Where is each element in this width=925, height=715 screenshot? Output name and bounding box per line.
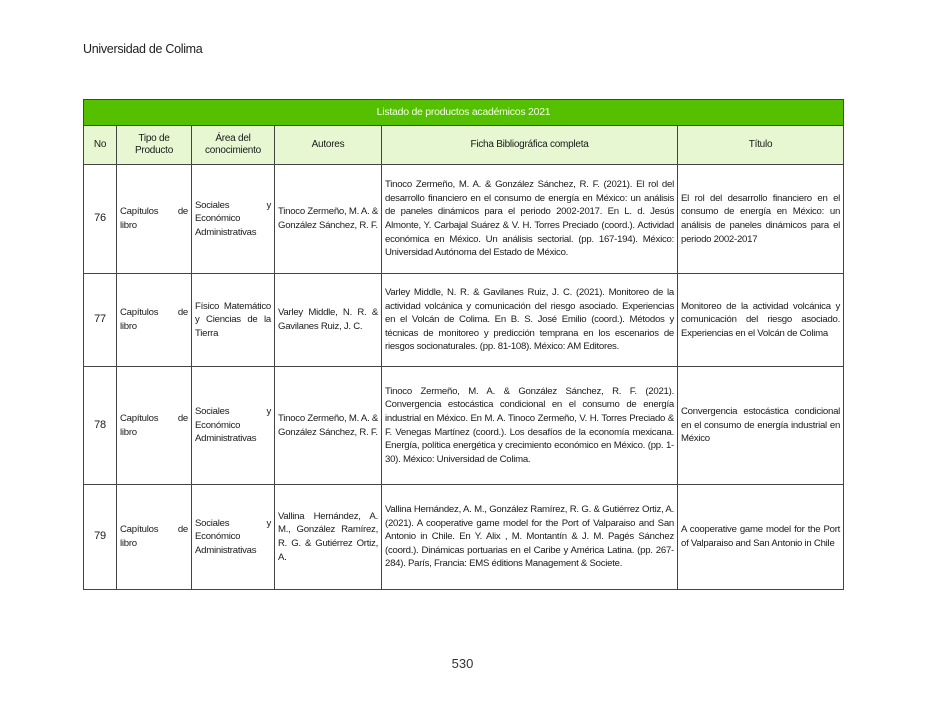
- table-row: [84, 165, 844, 274]
- cell-titulo: A cooperative game model for the Port of Valparaiso and San Antonio in Chile: [678, 485, 844, 590]
- cell-autores: Vallina Hernández, A. M., González Ramírez, R. G. & Gutiérrez Ortiz, A.: [275, 485, 382, 590]
- cell-ficha: Vallina Hernández, A. M., González Ramírez, R. G. & Gutiérrez Ortiz, A. (2021). A cooperative game model for the Port of Valparaiso and San Antonio in Chile. En Y. Alix , M. Montantín & J. M. Pagés Sánchez (coord.). Dinámicas portuarias en el Caribe y América Latina. (pp. 267-284). París, Francia: EMS éditions Management & Societe.: [382, 485, 678, 590]
- cell-ficha: Tinoco Zermeño, M. A. & González Sánchez, R. F. (2021). Convergencia estocástica condicional en el consumo de energía industrial en México. En M. A. Tinoco Zermeño, V. H. Torres Preciado & F. Venegas Martínez (coord.). Los desafíos de la economía mexicana. Energía, política energética y crecimiento económico en México. (pp. 1-30). México: Universidad de Colima.: [382, 367, 678, 485]
- cell-area: Sociales y Económico Administrativas: [192, 165, 275, 274]
- cell-tipo: Capítulos de libro: [117, 367, 192, 485]
- cell-titulo: Convergencia estocástica condicional en el consumo de energía industrial en México: [678, 367, 844, 485]
- cell-tipo: Capítulos de libro: [117, 165, 192, 274]
- cell-tipo: Capítulos de libro: [117, 485, 192, 590]
- column-header-area: Área del conocimiento: [192, 126, 275, 165]
- table-row: [84, 367, 844, 485]
- column-header-ficha: Ficha Bibliográfica completa: [382, 126, 678, 165]
- cell-autores: Tinoco Zermeño, M. A. & González Sánchez, R. F.: [275, 165, 382, 274]
- products-table: [83, 99, 844, 590]
- cell-no: 76: [84, 165, 117, 274]
- cell-no: 78: [84, 367, 117, 485]
- column-header-no: No: [84, 126, 117, 165]
- cell-autores: Tinoco Zermeño, M. A. & González Sánchez, R. F.: [275, 367, 382, 485]
- cell-titulo: Monitoreo de la actividad volcánica y comunicación del riesgo asociado. Experiencias en el Volcán de Colima: [678, 274, 844, 367]
- page-number: 530: [451, 656, 474, 671]
- running-head: Universidad de Colima: [83, 42, 203, 56]
- column-header-autores: Autores: [275, 126, 382, 165]
- cell-no: 77: [84, 274, 117, 367]
- cell-tipo: Capítulos de libro: [117, 274, 192, 367]
- table-row: [84, 274, 844, 367]
- cell-no: 79: [84, 485, 117, 590]
- table-row: [84, 485, 844, 590]
- table-header-row: [84, 126, 844, 165]
- table-title-row: [84, 100, 844, 126]
- cell-titulo: El rol del desarrollo financiero en el consumo de energía en México: un análisis de paneles dinámicos para el periodo 2002-2017: [678, 165, 844, 274]
- column-header-tipo: Tipo de Producto: [117, 126, 192, 165]
- cell-autores: Varley Middle, N. R. & Gavilanes Ruiz, J. C.: [275, 274, 382, 367]
- cell-area: Sociales y Económico Administrativas: [192, 367, 275, 485]
- table-title: Listado de productos académicos 2021: [84, 100, 844, 126]
- cell-ficha: Tinoco Zermeño, M. A. & González Sánchez, R. F. (2021). El rol del desarrollo financiero en el consumo de energía en México: un análisis de paneles dinámicos para el periodo 2002-2017. En L. d. Jesús Almonte, Y. Carbajal Suárez & V. H. Torres Preciado (coord.). Actividad económica en México. Un análisis sectorial. (pp. 167-194). México: Universidad Autónoma del Estado de México.: [382, 165, 678, 274]
- cell-area: Físico Matemático y Ciencias de la Tierra: [192, 274, 275, 367]
- column-header-titulo: Título: [678, 126, 844, 165]
- cell-area: Sociales y Económico Administrativas: [192, 485, 275, 590]
- cell-ficha: Varley Middle, N. R. & Gavilanes Ruiz, J. C. (2021). Monitoreo de la actividad volcánica y comunicación del riesgo asociado. Experiencias en el Volcán de Colima. En B. S. José Emilio (coord.). Métodos y técnicas de monitoreo y predicción temprana en los escenarios de riesgos socionaturales. (pp. 81-108). México: AM Editores.: [382, 274, 678, 367]
